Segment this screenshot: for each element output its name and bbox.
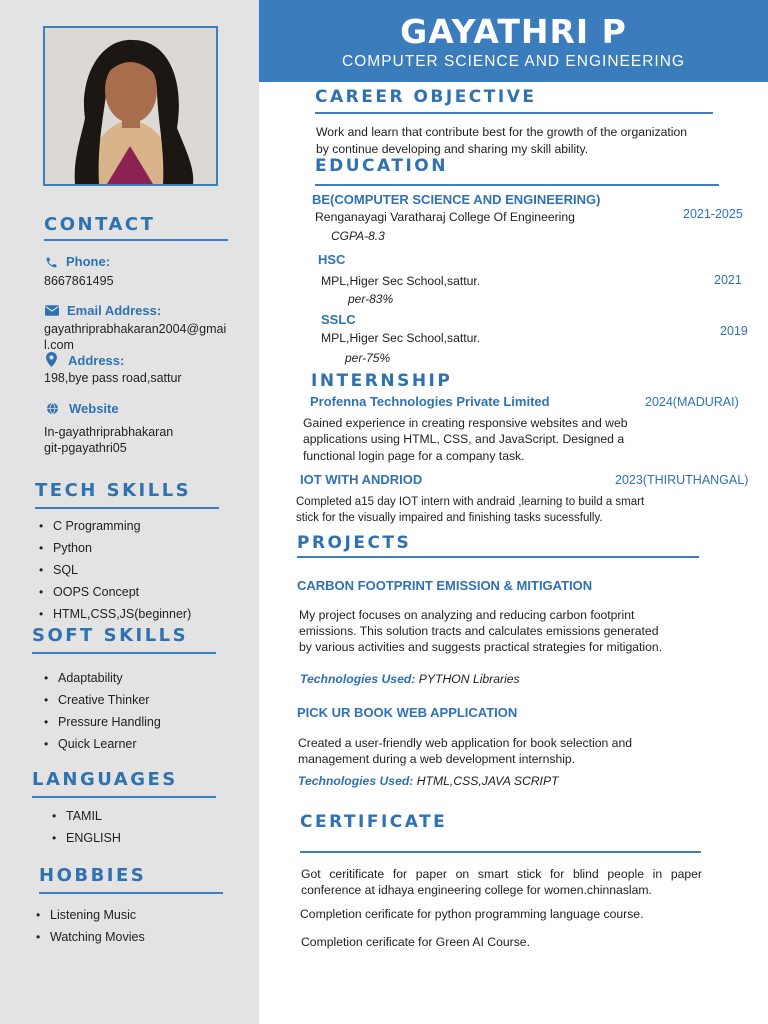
list-item: • Listening Music xyxy=(36,904,145,926)
internship-line-3: functional login page for a company task. xyxy=(303,449,525,463)
location-pin-icon xyxy=(46,352,57,367)
tech-used-value: HTML,CSS,JAVA SCRIPT xyxy=(413,774,559,788)
project-2-line-2: management during a web development internship. xyxy=(298,752,576,766)
certificate-divider xyxy=(300,851,701,853)
be-college: Renganayagi Varatharaj College Of Engineering xyxy=(315,210,575,224)
internship-line-1: Gained experience in creating responsive websites and web xyxy=(303,416,628,430)
internship-company: Profenna Technologies Private Limited xyxy=(310,394,550,409)
certificate-heading: CERTIFICATE xyxy=(300,812,448,832)
project-1-line-3: by various activities and suggests practical strategies for mitigation. xyxy=(299,640,663,654)
hobbies-divider xyxy=(39,892,223,894)
languages-divider xyxy=(32,796,216,798)
list-item: • Quick Learner xyxy=(44,733,161,755)
tech-skills-heading: TECH SKILLS xyxy=(35,480,192,501)
education-divider xyxy=(315,184,719,186)
profile-photo xyxy=(43,26,218,186)
soft-skills-list xyxy=(44,667,161,755)
email-label: Email Address: xyxy=(67,303,162,318)
iot-internship-title: IOT WITH ANDRIOD xyxy=(300,472,423,487)
website-label: Website xyxy=(69,401,119,416)
hsc-year: 2021 xyxy=(714,273,742,287)
list-item: • TAMIL xyxy=(52,805,121,827)
internship-line-2: applications using HTML, CSS, and JavaScript. Designed a xyxy=(303,432,625,446)
project-1-title: CARBON FOOTPRINT EMISSION & MITIGATION xyxy=(297,578,593,593)
hsc-degree: HSC xyxy=(318,252,346,267)
languages-heading: LANGUAGES xyxy=(32,769,178,790)
be-score: CGPA-8.3 xyxy=(331,229,385,243)
tech-skills-list xyxy=(39,515,191,625)
certificate-line-2: conference at idhaya engineering college for women.chinnaslam. xyxy=(301,883,652,897)
soft-skills-divider xyxy=(32,652,216,654)
project-2-title: PICK UR BOOK WEB APPLICATION xyxy=(297,705,518,720)
projects-heading: PROJECTS xyxy=(297,533,412,553)
list-item: • C Programming xyxy=(39,515,191,537)
contact-heading: CONTACT xyxy=(44,214,156,235)
project-1-line-1: My project focuses on analyzing and reducing carbon footprint xyxy=(299,608,635,622)
be-degree: BE(COMPUTER SCIENCE AND ENGINEERING) xyxy=(312,192,601,207)
certificate-green-ai: Completion cerificate for Green AI Course. xyxy=(301,935,530,949)
list-item: • SQL xyxy=(39,559,191,581)
iot-line-2: stick for the visually impaired and finishing tasks sucessfully. xyxy=(296,512,603,524)
name-header xyxy=(259,0,768,82)
internship-heading: INTERNSHIP xyxy=(311,371,453,391)
education-heading: EDUCATION xyxy=(315,156,448,176)
hobbies-list xyxy=(36,904,145,948)
sslc-school: MPL,Higer Sec School,sattur. xyxy=(321,331,481,345)
project-2-line-1: Created a user-friendly web application for book selection and xyxy=(298,736,632,750)
iot-internship-date: 2023(THIRUTHANGAL) xyxy=(615,473,749,487)
email-icon xyxy=(45,305,59,316)
career-objective-heading: CAREER OBJECTIVE xyxy=(315,87,537,107)
list-item: • OOPS Concept xyxy=(39,581,191,603)
tech-used-label: Technologies Used: xyxy=(298,774,414,788)
tech-used-label: Technologies Used: xyxy=(300,672,416,686)
list-item: • Creative Thinker xyxy=(44,689,161,711)
address-value: 198,bye pass road,sattur xyxy=(44,371,182,385)
phone-label: Phone: xyxy=(66,254,111,269)
phone-icon xyxy=(45,256,58,269)
be-year: 2021-2025 xyxy=(683,207,743,221)
tech-used-value: PYTHON Libraries xyxy=(415,672,520,686)
list-item: • ENGLISH xyxy=(52,827,121,849)
list-item: • Adaptability xyxy=(44,667,161,689)
certificate-python: Completion cerificate for python programming language course. xyxy=(300,907,644,921)
objective-line-2: by continue developing and sharing my skill ability. xyxy=(316,142,589,156)
sslc-degree: SSLC xyxy=(321,312,356,327)
email-value[interactable]: gayathriprabhakaran2004@gmail.com xyxy=(44,322,227,352)
soft-skills-heading: SOFT SKILLS xyxy=(32,625,189,646)
tech-skills-divider xyxy=(35,507,219,509)
list-item: • Pressure Handling xyxy=(44,711,161,733)
contact-divider xyxy=(44,239,228,241)
globe-icon xyxy=(46,402,59,415)
candidate-name: GAYATHRI P xyxy=(400,12,627,51)
internship-date: 2024(MADURAI) xyxy=(645,395,739,409)
project-2-tech xyxy=(298,772,559,790)
list-item: • Python xyxy=(39,537,191,559)
hsc-school: MPL,Higer Sec School,sattur. xyxy=(321,274,481,288)
candidate-subtitle: COMPUTER SCIENCE AND ENGINEERING xyxy=(342,53,685,70)
list-item: • Watching Movies xyxy=(36,926,145,948)
website-github[interactable]: git-pgayathri05 xyxy=(44,441,127,455)
hsc-score: per-83% xyxy=(348,292,394,306)
hobbies-heading: HOBBIES xyxy=(39,865,147,886)
projects-divider xyxy=(297,556,699,558)
certificate-line-1: Got ceritificate for paper on smart stick for blind people in paper xyxy=(301,867,702,881)
objective-line-1: Work and learn that contribute best for the growth of the organization xyxy=(316,125,688,139)
sslc-year: 2019 xyxy=(720,324,748,338)
project-1-line-2: emissions. This solution tracts and calculates emissions generated xyxy=(299,624,659,638)
address-label: Address: xyxy=(68,353,125,368)
sslc-score: per-75% xyxy=(345,351,391,365)
list-item: • HTML,CSS,JS(beginner) xyxy=(39,603,191,625)
languages-list xyxy=(52,805,121,849)
website-linkedin[interactable]: In-gayathriprabhakaran xyxy=(44,425,174,439)
iot-line-1: Completed a15 day IOT intern with andraid ,learning to build a smart xyxy=(296,496,645,508)
phone-value: 8667861495 xyxy=(44,274,114,288)
objective-divider xyxy=(315,112,713,114)
project-1-tech xyxy=(300,670,520,688)
